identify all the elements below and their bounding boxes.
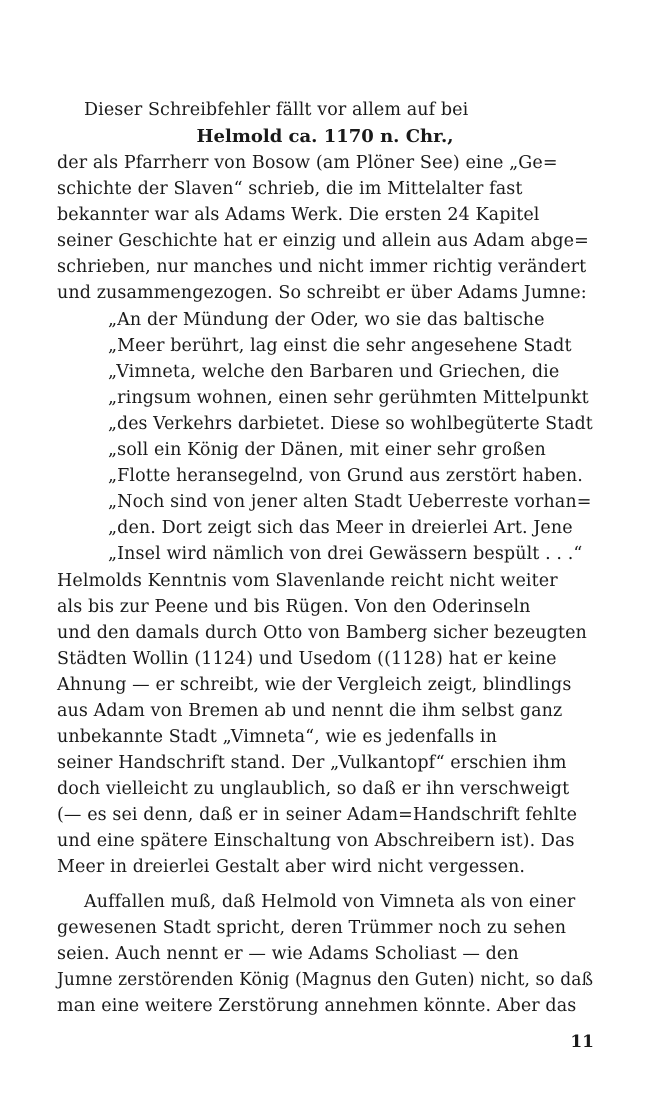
paragraph-2-line-6: aus Adam von Bremen ab und nennt die ihm selbst ganz: [57, 701, 563, 721]
paragraph-3-line-5: man eine weitere Zerstörung annehmen könnte. Aber das: [57, 996, 577, 1016]
paragraph-2-line-9: doch vielleicht zu unglaublich, so daß er ihn verschweigt: [57, 779, 570, 799]
paragraph-2-line-4: Städten Wollin (1124) und Usedom ((1128) hat er keine: [57, 649, 557, 669]
paragraph-2-line-1: Helmolds Kenntnis vom Slavenlande reicht nicht weiter: [57, 571, 558, 591]
paragraph-2-line-5: Ahnung — er schreibt, wie der Vergleich zeigt, blindlings: [57, 675, 572, 695]
quote-line-5: „des Verkehrs darbietet. Diese so wohlbegüterte Stadt: [108, 414, 593, 434]
paragraph-2-line-3: und den damals durch Otto von Bamberg sicher bezeugten: [57, 623, 587, 643]
quote-line-4: „ringsum wohnen, einen sehr gerühmten Mittelpunkt: [108, 388, 589, 408]
section-heading: Helmold ca. 1170 n. Chr.,: [196, 126, 454, 147]
quote-line-7: „Flotte heransegelnd, von Grund aus zerstört haben.: [108, 466, 583, 486]
paragraph-1-line-7: und zusammengezogen. So schreibt er über Adams Jumne:: [57, 283, 587, 303]
paragraph-1-line-2: der als Pfarrherr von Bosow (am Plöner See) eine „Ge=: [57, 153, 558, 173]
paragraph-2-line-7: unbekannte Stadt „Vimneta“, wie es jedenfalls in: [57, 727, 498, 747]
paragraph-1-line-5: seiner Geschichte hat er einzig und allein aus Adam abge=: [57, 231, 589, 251]
paragraph-2-line-12: Meer in dreierlei Gestalt aber wird nicht vergessen.: [57, 857, 526, 877]
paragraph-3-line-2: gewesenen Stadt spricht, deren Trümmer noch zu sehen: [57, 918, 567, 938]
quote-line-8: „Noch sind von jener alten Stadt Ueberreste vorhan=: [108, 492, 592, 512]
quote-line-10: „Insel wird nämlich von drei Gewässern bespült . . .“: [108, 544, 583, 564]
quote-line-1: „An der Mündung der Oder, wo sie das baltische: [108, 310, 545, 330]
paragraph-2-line-2: als bis zur Peene und bis Rügen. Von den Oderinseln: [57, 597, 531, 617]
page-number: 11: [570, 1032, 594, 1052]
paragraph-1-line-3: schichte der Slaven“ schrieb, die im Mittelalter fast: [57, 179, 523, 199]
paragraph-1-line-1: Dieser Schreibfehler fällt vor allem auf bei: [84, 100, 469, 120]
paragraph-2-line-10: (— es sei denn, daß er in seiner Adam=Handschrift fehlte: [57, 805, 578, 825]
paragraph-1-line-4: bekannter war als Adams Werk. Die ersten 24 Kapitel: [57, 205, 540, 225]
paragraph-2-line-8: seiner Handschrift stand. Der „Vulkantopf“ erschien ihm: [57, 753, 567, 773]
paragraph-2-line-11: und eine spätere Einschaltung von Abschreibern ist). Das: [57, 831, 575, 851]
quote-line-9: „den. Dort zeigt sich das Meer in dreierlei Art. Jene: [108, 518, 573, 538]
quote-line-2: „Meer berührt, lag einst die sehr angesehene Stadt: [108, 336, 572, 356]
paragraph-3-line-1: Auffallen muß, daß Helmold von Vimneta als von einer: [84, 892, 576, 912]
paragraph-3-line-4: Jumne zerstörenden König (Magnus den Guten) nicht, so daß: [57, 970, 594, 990]
quote-line-3: „Vimneta, welche den Barbaren und Griechen, die: [108, 362, 560, 382]
quote-line-6: „soll ein König der Dänen, mit einer sehr großen: [108, 440, 546, 460]
paragraph-3-line-3: seien. Auch nennt er — wie Adams Scholiast — den: [57, 944, 519, 964]
paragraph-1-line-6: schrieben, nur manches und nicht immer richtig verändert: [57, 257, 587, 277]
